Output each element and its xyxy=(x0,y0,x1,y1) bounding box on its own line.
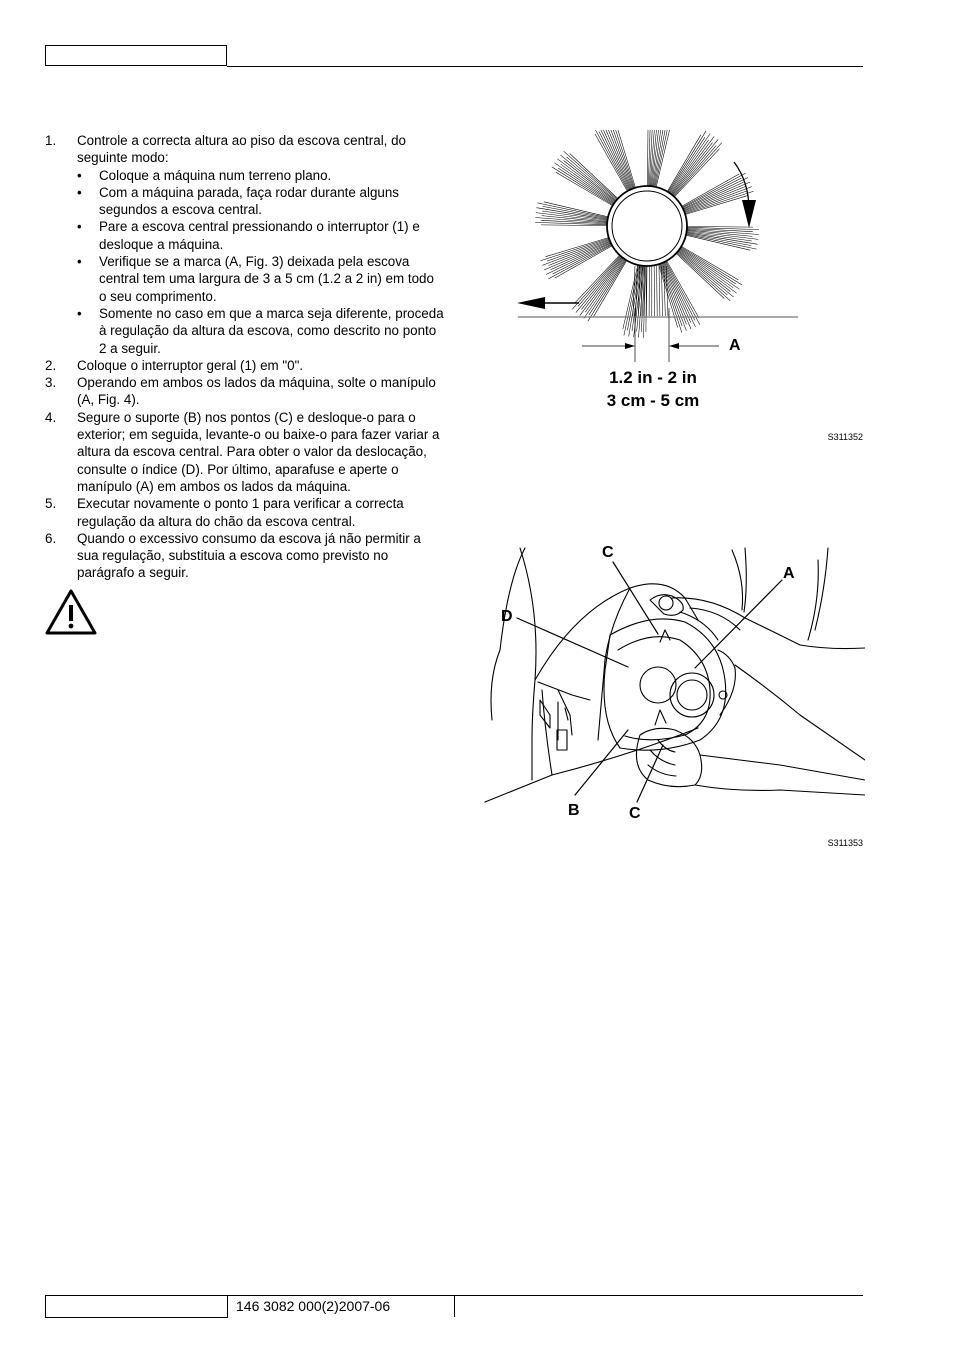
step-text: Operando em ambos os lados da máquina, solte o manípulo (A, Fig. 4). xyxy=(77,375,436,408)
step-1 xyxy=(45,132,445,357)
steps-list xyxy=(45,132,445,582)
figure-4-label-a: A xyxy=(783,565,795,582)
figure-3-label-a: A xyxy=(729,337,741,354)
dimension-centimeters: 3 cm - 5 cm xyxy=(606,391,700,410)
bullet-icon: • xyxy=(77,254,82,270)
figure-4-label-c-top: C xyxy=(602,544,614,561)
step-2 xyxy=(45,357,445,374)
warning-triangle-icon xyxy=(44,588,98,636)
step-text: Controle a correcta altura ao piso da escova central, do seguinte modo: xyxy=(77,133,406,166)
substep: • Pare a escova central pressionando o interruptor (1) e desloque a máquina. xyxy=(77,219,420,252)
step-text: Segure o suporte (B) nos pontos (C) e desloque-o para o exterior; em seguida, levante-o ou baixe-o para fazer variar a altura da escova central. Para obter o valor da deslocação, consulte o índice (D). Por último, aparafuse e aperte o manípulo (A) em ambos os lados da máquina. xyxy=(77,409,440,494)
figure-4-label-d: D xyxy=(501,608,513,625)
substep: • Com a máquina parada, faça rodar durante alguns segundos a escova central. xyxy=(77,184,399,218)
step-text: Coloque o interruptor geral (1) em "0". xyxy=(77,357,304,373)
figure-3-brush-diagram xyxy=(505,130,865,450)
substep: • Somente no caso em que a marca seja diferente, proceda à regulação da altura da escova, como descrito no ponto 2 a seguir. xyxy=(77,305,444,356)
step-text: Quando o excessivo consumo da escova já não permitir a sua regulação, substituia a escova como previsto no parágrafo a seguir. xyxy=(77,530,421,581)
step-number: 1. xyxy=(45,133,57,148)
step-number: 4. xyxy=(45,409,57,425)
dimension-inches: 1.2 in - 2 in xyxy=(609,368,697,387)
figure-3-code: S311352 xyxy=(827,432,863,442)
instructions-column xyxy=(45,132,445,582)
step-6 xyxy=(45,530,445,582)
direction-arrow-icon xyxy=(517,297,545,309)
header-box xyxy=(45,45,227,66)
step-4 xyxy=(45,409,445,495)
step-5 xyxy=(45,495,445,530)
footer-box xyxy=(45,1295,228,1318)
step-3 xyxy=(45,374,445,409)
step-number: 2. xyxy=(45,357,57,373)
step-text: Executar novamente o ponto 1 para verificar a correcta regulação da altura do chão da escova central. xyxy=(77,496,404,529)
header-rule xyxy=(227,66,863,67)
figure-4-label-c-bottom: C xyxy=(629,805,641,822)
step-number: 5. xyxy=(45,496,57,512)
figure-4-adjustment-diagram xyxy=(480,540,865,850)
bullet-icon: • xyxy=(77,167,82,183)
bullet-icon: • xyxy=(77,305,82,321)
rotation-arrow-icon xyxy=(742,200,756,228)
bullet-icon: • xyxy=(77,184,82,200)
step-number: 6. xyxy=(45,530,57,546)
footer-separator xyxy=(454,1295,455,1317)
footer-document-code: 146 3082 000(2)2007-06 xyxy=(236,1298,391,1314)
step-number: 3. xyxy=(45,375,57,391)
substep: • Coloque a máquina num terreno plano. xyxy=(77,167,332,183)
substep: • Verifique se a marca (A, Fig. 3) deixada pela escova central tem uma largura de 3 a 5 cm (1.2 a 2 in) em todo o seu comprimento. xyxy=(77,254,434,304)
figure-4-code: S311353 xyxy=(827,838,863,848)
figure-4-label-b: B xyxy=(568,802,580,819)
substeps-list xyxy=(77,167,445,357)
brush-core-outer xyxy=(607,186,687,266)
bullet-icon: • xyxy=(77,219,82,235)
